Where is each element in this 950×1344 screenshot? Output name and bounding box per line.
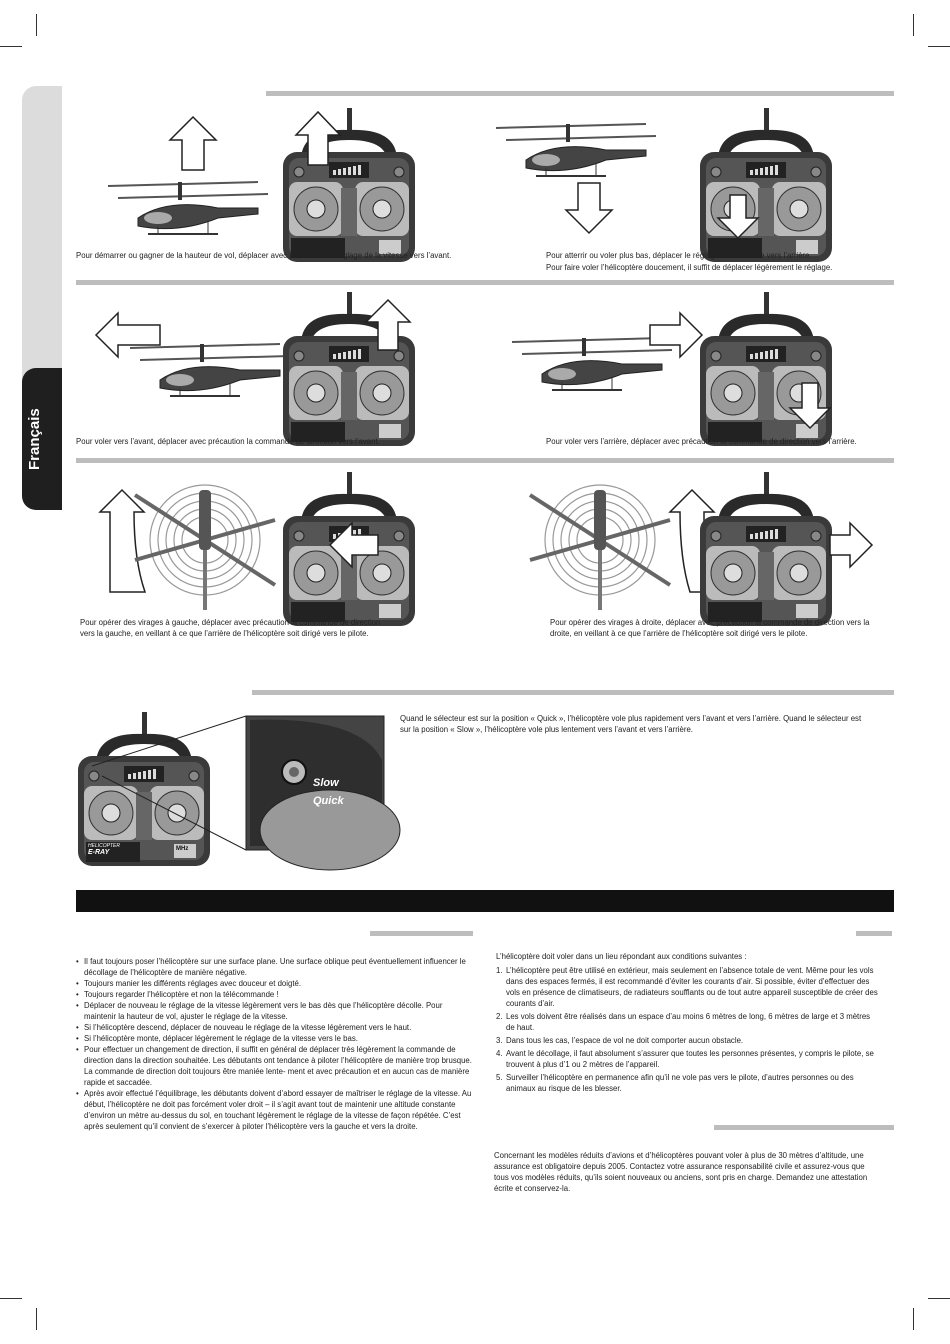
- curved-arrow-left-icon: [100, 490, 145, 592]
- slow-label: Slow: [313, 777, 339, 789]
- tips-list: [76, 956, 474, 1132]
- caption-right-turn: Pour opérer des virages à droite, déplacer avec précaution la commande de direction vers la droite, en veillant à ce que l’arrière de l’hélicoptère soit dirigé vers le pilote.: [550, 618, 870, 638]
- brand-line2: E-RAY: [88, 849, 110, 856]
- freq-label: MHz: [176, 846, 189, 852]
- caption-backward: Pour voler vers l’arrière, déplacer avec précaution la commande de direction vers l’arrière.: [546, 437, 857, 446]
- condition-text: Avant le décollage, il faut absolument s’assurer que toutes les personnes présentes, y compris le pilote, se trouvent à plus d’1 ou 2 mètres de l’appareil.: [506, 1049, 874, 1069]
- crop-mark: [0, 1298, 22, 1299]
- condition-text: L’hélicoptère peut être utilisé en extérieur, mais seulement en l’absence totale de vent. Même pour les vols dans des espaces fermés, il est recommandé d’éviter les courants d’air. Si possible, éviter d’effectuer des vols en présence de climatiseurs, de radiateurs soufflants ou de tout autre appareil susceptible de créer des courants d’air.: [506, 966, 878, 1008]
- crop-mark: [928, 1298, 950, 1299]
- condition-number: 3.: [496, 1036, 503, 1045]
- condition-number: 4.: [496, 1049, 503, 1058]
- condition-number: 2.: [496, 1012, 503, 1021]
- condition-number: 1.: [496, 966, 503, 975]
- section-rule: [714, 1125, 894, 1130]
- conditions-block: [496, 951, 880, 1094]
- condition-text: Dans tous les cas, l’espace de vol ne doit comporter aucun obstacle.: [506, 1036, 744, 1045]
- caption-descend-2: Pour faire voler l’hélicoptère doucement, il suffit de déplacer légèrement le réglage.: [546, 263, 833, 272]
- quick-label: Quick: [313, 795, 344, 807]
- conditions-intro: L’hélicoptère doit voler dans un lieu répondant aux conditions suivantes :: [496, 952, 747, 961]
- condition-number: 5.: [496, 1073, 503, 1082]
- arrow-up-icon: [170, 117, 216, 170]
- crop-mark: [913, 1308, 914, 1330]
- condition-item: [496, 1048, 880, 1070]
- condition-text: Les vols doivent être réalisés dans un espace d’au moins 6 mètres de long, 6 mètres de large et 3 mètres de haut.: [506, 1012, 871, 1032]
- condition-item: [496, 1072, 880, 1094]
- condition-item: [496, 965, 880, 1009]
- tip-item: • Il faut toujours poser l’hélicoptère sur une surface plane. Une surface oblique peut éventuellement influencer le décollage de l’hélicoptère de manière négative.: [76, 956, 474, 978]
- caption-left-turn: Pour opérer des virages à gauche, déplacer avec précaution la commande de direction vers la gauche, en veillant à ce que l’arrière de l’hélicoptère soit dirigé vers le pilote.: [80, 618, 381, 638]
- arrow-left-icon: [96, 313, 160, 357]
- crop-mark: [36, 1308, 37, 1330]
- tip-item: • Toujours manier les différents réglages avec douceur et doigté.: [76, 978, 474, 989]
- arrow-down-icon: [566, 183, 612, 233]
- caption-climb: Pour démarrer ou gagner de la hauteur de vol, déplacer avec précaution le réglage de la vitesse vers l’avant.: [76, 251, 452, 260]
- condition-text: Surveiller l’hélicoptère en permanence afin qu’il ne vole pas vers le pilote, d’autres personnes ou des animaux au risque de les blesser.: [506, 1073, 854, 1093]
- tip-item: • Déplacer de nouveau le réglage de la vitesse légèrement vers le bas dès que l’hélicoptère décolle. Pour maintenir la hauteur de vol, ajuster le réglage de la vitesse.: [76, 1000, 474, 1022]
- arrow-right-icon: [830, 523, 872, 567]
- tip-item: • Si l’hélicoptère descend, déplacer de nouveau le réglage de la vitesse légèrement vers le haut.: [76, 1022, 474, 1033]
- language-label: Français: [26, 408, 43, 470]
- tip-item: • Si l’hélicoptère monte, déplacer légèrement le réglage de la vitesse vers le bas.: [76, 1033, 474, 1044]
- condition-item: [496, 1011, 880, 1033]
- caption-selector: Quand le sélecteur est sur la position « Quick », l’hélicoptère vole plus rapidement vers l’avant et vers l’arrière. Quand le sélecteur est sur la position « Slow », l’hélicoptère vole plus lentement vers l’avant et vers l’arrière.: [400, 714, 862, 734]
- tip-item: • Après avoir effectué l’équilibrage, les débutants doivent d’abord essayer de maîtriser le réglage de la vitesse. Au début, l’hélicoptère ne doit pas forcément voler droit – il s’agit avant tout de maintenir une altitude constante d’environ un mètre au-dessus du sol, en touchant légèrement le réglage de la vitesse de façon répétée. C’est après seulement qu’il convient de s’exercer à piloter l’hélicoptère vers la gauche et vers la droite.: [76, 1088, 474, 1132]
- caption-descend-1: Pour atterrir ou voler plus bas, déplacer le réglage de la vitesse vers l’arrière.: [546, 251, 812, 260]
- section-rule: [370, 931, 473, 936]
- brand-line1: HELICOPTER: [88, 843, 120, 849]
- tip-item: • Toujours regarder l’hélicoptère et non la télécommande !: [76, 989, 474, 1000]
- condition-item: [496, 1035, 880, 1046]
- caption-forward: Pour voler vers l’avant, déplacer avec précaution la commande de direction vers l’avant.: [76, 437, 380, 446]
- tip-item: • Pour effectuer un changement de direction, il suffit en général de déplacer très légèrement la commande de direction dans la direction souhaitée. Les débutants ont tendance à piloter l’hélicoptère de manière trop brusque. La commande de direction doit toujours être maniée lente- ment et avec précaution et en aucun cas de manière rapide et saccadée.: [76, 1044, 474, 1088]
- section-rule: [856, 931, 892, 936]
- insurance-paragraph: Concernant les modèles réduits d’avions et d’hélicoptères pouvant voler à plus de 30 mètres d’altitude, une assurance est obligatoire depuis 2005. Contactez votre assurance responsabilité civile et assurez-vous que tous vos modèles réduits, qu’ils soient nouveaux ou anciens, sont pris en charge. Demandez une attestation écrite et conservez-la.: [494, 1151, 868, 1193]
